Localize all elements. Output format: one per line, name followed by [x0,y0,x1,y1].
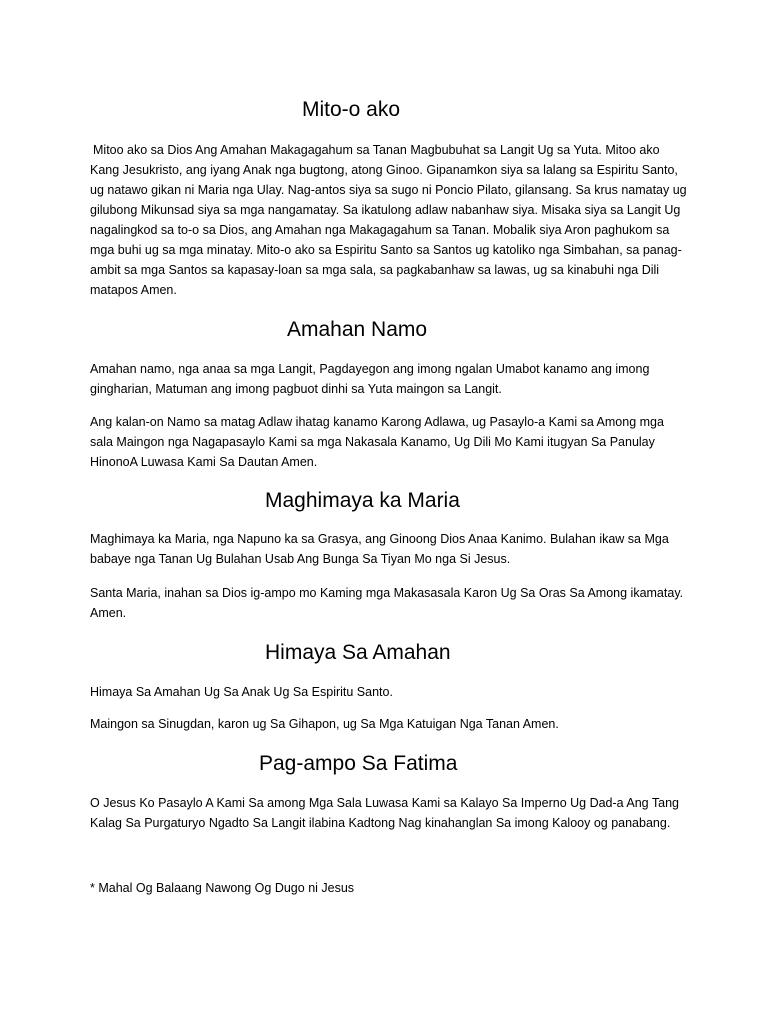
paragraph-amahan-namo-2: Ang kalan-on Namo sa matag Adlaw ihatag kanamo Karong Adlawa, ug Pasaylo-a Kami sa Among mga sala Maingon nga Nagapasaylo Kami sa mga Nakasala Kanamo, Ug Dili Mo Kami itugyan Sa Panulay HinonoA Luwasa Kami Sa Dautan Amen. [90,415,664,469]
paragraph-creed: Mitoo ako sa Dios Ang Amahan Makagagahum sa Tanan Magbubuhat sa Langit Ug sa Yuta. Mitoo ako Kang Jesukristo, ang iyang Anak nga bugtong, atong Ginoo. Gipanamkon siya sa lalang sa Espiritu Santo, ug natawo gikan ni Maria nga Ulay. Nag-antos siya sa sugo ni Poncio Pilato, gilansang. Sa krus namatay ug gilubong Mikunsad siya sa mga nangamatay. Sa ikatulong adlaw nabanhaw siya. Misaka siya sa Langit Ug nagalingkod sa to-o sa Dios, ang Amahan nga Makagagahum sa Tanan. Mobalik siya Aron paghukom sa mga buhi ug sa mga minatay. Mito-o ako sa Espiritu Santo sa Santos ug katoliko nga Simbahan, sa panag-ambit sa mga Santos sa kapasay-loan sa mga sala, sa pagkabanhaw sa lawas, ug sa kinabuhi nga Dili matapos Amen. [90,143,687,297]
paragraph-himaya-2: Maingon sa Sinugdan, karon ug Sa Gihapon, ug Sa Mga Katuigan Nga Tanan Amen. [90,717,559,731]
paragraph-maghimaya-2: Santa Maria, inahan sa Dios ig-ampo mo Kaming mga Makasasala Karon Ug Sa Oras Sa Among ikamatay. Amen. [90,586,684,620]
paragraph-amahan-namo-1: Amahan namo, nga anaa sa mga Langit, Pagdayegon ang imong ngalan Umabot kanamo ang imong gingharian, Matuman ang imong pagbuot dinhi sa Yuta maingon sa Langit. [90,362,650,396]
heading-amahan-namo: Amahan Namo [287,318,428,341]
paragraph-himaya-1: Himaya Sa Amahan Ug Sa Anak Ug Sa Espiritu Santo. [90,685,393,699]
heading-mito-o-ako: Mito-o ako [302,98,401,121]
paragraph-maghimaya-1: Maghimaya ka Maria, nga Napuno ka sa Grasya, ang Ginoong Dios Anaa Kanimo. Bulahan ikaw sa Mga babaye nga Tanan Ug Bulahan Usab Ang Bunga Sa Tiyan Mo nga Si Jesus. [90,532,669,566]
heading-maghimaya-ka-maria: Maghimaya ka Maria [265,489,460,512]
paragraph-fatima: O Jesus Ko Pasaylo A Kami Sa among Mga Sala Luwasa Kami sa Kalayo Sa Imperno Ug Dad-a Ang Tang Kalag Sa Purgaturyo Ngadto Sa Langit ilabina Kadtong Nag kinahanglan Sa imong Kalooy og panabang. [90,796,679,830]
heading-himaya-sa-amahan: Himaya Sa Amahan [265,641,451,664]
heading-pag-ampo-sa-fatima: Pag-ampo Sa Fatima [259,752,458,775]
footer-note: * Mahal Og Balaang Nawong Og Dugo ni Jesus [90,881,355,895]
